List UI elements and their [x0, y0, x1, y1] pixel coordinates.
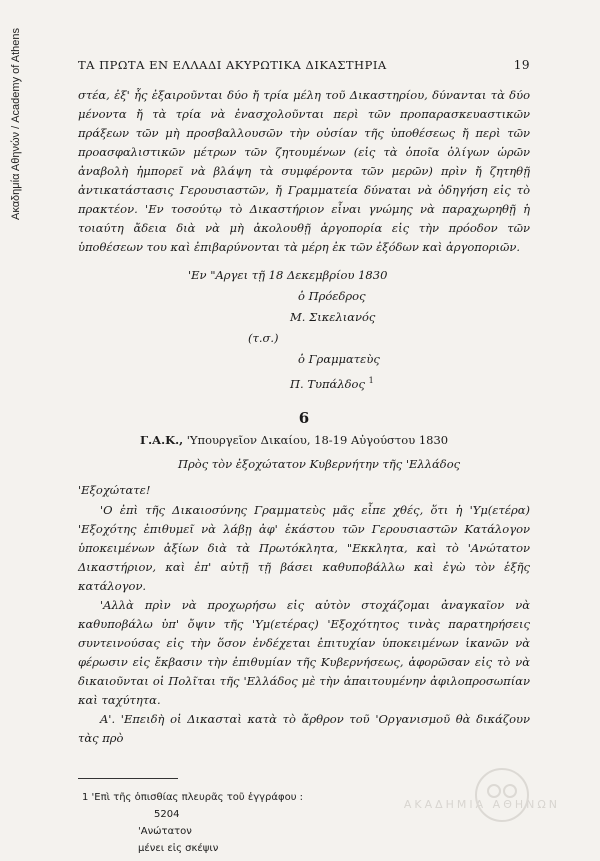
page: [78, 58, 530, 857]
running-header: [78, 58, 530, 72]
owl-emblem-icon: [472, 765, 532, 825]
letter-body: [78, 501, 530, 748]
president-name: Μ. Σικελιανός: [290, 310, 376, 324]
archive-abbrev: Γ.Α.Κ.,: [140, 432, 184, 447]
footnote-line: 1 'Επὶ τῆς ὀπισθίας πλευρᾶς τοῦ ἐγγράφου :: [82, 791, 304, 803]
source-detail: 'Υπουργεῖον Δικαίου, 18-19 Αὐγούστου 1830: [186, 432, 449, 447]
archive-side-stamp: Ακαδημία Αθηνών / Academy of Athens: [10, 27, 22, 220]
document-source: [140, 433, 530, 447]
paragraph-text: 'Αλλὰ πρὶν νὰ προχωρήσω εἰς αὐτὸν στοχάζομαι ἀναγκαῖον νὰ καθυποβάλω ὑπ' ὄψιν τῆς 'Υμ(ετέρας) 'Εξοχότητος τινὰς παρατηρήσεις συντεινούσας εἰς τὴν ὅσον ἐνδέχεται ἐπιτυχίαν ὑποκειμένων ἱκανῶν νὰ φέρωσιν εἰς ἔκβασιν τὴν ἐπιθυμίαν τῆς Κυβερνήσεως, ἀφορῶσαν εἰς τὸ νὰ δικαιοῦνται οἱ Πολῖται τῆς 'Ελλάδος μὲ τὴν ἀπαιτουμένην ἀφιλοπροσωπίαν καὶ ταχύτητα.: [78, 597, 530, 707]
paragraph-text: 'Ο ἐπὶ τῆς Δικαιοσύνης Γραμματεὺς μᾶς εἶπε χθές, ὅτι ἡ 'Υμ(ετέρα) 'Εξοχότης ἐπιθυμεῖ νὰ λάβῃ ἀφ' ἑκάστου τῶν Γερουσιαστῶν Κατάλογον ὑποκειμένων ἀξίων διὰ τὰ Πρωτόκλητα, "Εκκλητα, καὶ τὸ 'Ανώτατον Δικαστήριον, καὶ ἐπ' αὐτῇ τῇ βάσει καθυποβάλλω καὶ ἐγὼ τὸν ἑξῆς κατάλογον.: [78, 502, 530, 593]
seal-mark: (τ.σ.): [248, 331, 279, 345]
page-number: 19: [513, 58, 530, 72]
salutation: 'Εξοχώτατε!: [78, 482, 151, 497]
president-title: ὁ Πρόεδρος: [298, 289, 366, 303]
footnote-line: μένει εἰς σκέψιν: [138, 842, 219, 854]
addressee: Πρὸς τὸν ἐξοχώτατον Κυβερνήτην τῆς 'Ελλάδος: [178, 456, 461, 471]
footnote-marker: 1: [368, 376, 374, 385]
footnote-line: 'Ανώτατον: [138, 825, 192, 837]
place-date: 'Εν "Αργει τῇ 18 Δεκεμβρίου 1830: [188, 268, 388, 282]
signature-block: [78, 265, 530, 395]
watermark-text: ΑΚΑΔΗΜΙΑ ΑΘΗΝΩΝ: [403, 798, 560, 811]
secretary-name: Π. Τυπάλδος $^1$: [290, 376, 374, 391]
secretary-title: ὁ Γραμματεὺς: [298, 352, 380, 366]
paragraph-text: Α'. 'Επειδὴ οἱ Δικασταὶ κατὰ τὸ ἄρθρον τοῦ 'Οργανισμοῦ θὰ δικάζουν τὰς πρὸ: [78, 711, 530, 745]
footnote-line: 5204: [154, 808, 180, 820]
paragraph-continuation: [78, 86, 530, 257]
paragraph-text: στέα, ἐξ' ἧς ἐξαιροῦνται δύο ἤ τρία μέλη τοῦ Δικαστηρίου, δύνανται τὰ δύο μένοντα ἤ τὰ τρία νὰ ἐνασχολοῦνται περὶ τῶν προπαρασκευαστικῶν πράξεων τῶν μὴ προσβαλλουσῶν τὴν οὐσίαν τῆς ὑποθέσεως ἤ περὶ τῶν προασφαλιστικῶν μέτρων τῶν ζητουμένων (εἰς τὰ ὁποῖα ὀλίγων ὡρῶν ἀναβολὴ ἠμπορεῖ νὰ βλάψη τὰ συμφέροντα τῶν μερῶν) πρὶν ἤ ζητηθῇ ἀντικατάστασις Γερουσιαστῶν, ἤ Γραμματεία δύναται νὰ ὁδηγήση εἰς τὸ πρακτέον. 'Εν τοσούτῳ τὸ Δικαστήριον εἶναι γνώμης νὰ παραχωρηθῇ ἡ τοιαύτη ἄδεια διὰ νὰ μὴ ἀκολουθῇ ἀργοπορία εἰς τὴν πρόοδον τῶν ὑποθέσεων του καὶ ἐπιβαρύνονται τὰ μέρη ἐκ τῶν ἐξόδων καὶ ἀργοποριῶν.: [78, 88, 530, 254]
document-number: 6: [298, 408, 310, 427]
footnote-divider: [78, 778, 178, 779]
running-title: ΤΑ ΠΡΩΤΑ ΕΝ ΕΛΛΑΔΙ ΑΚΥΡΩΤΙΚΑ ΔΙΚΑΣΤΗΡΙΑ: [78, 58, 387, 72]
academy-watermark: [404, 798, 560, 811]
